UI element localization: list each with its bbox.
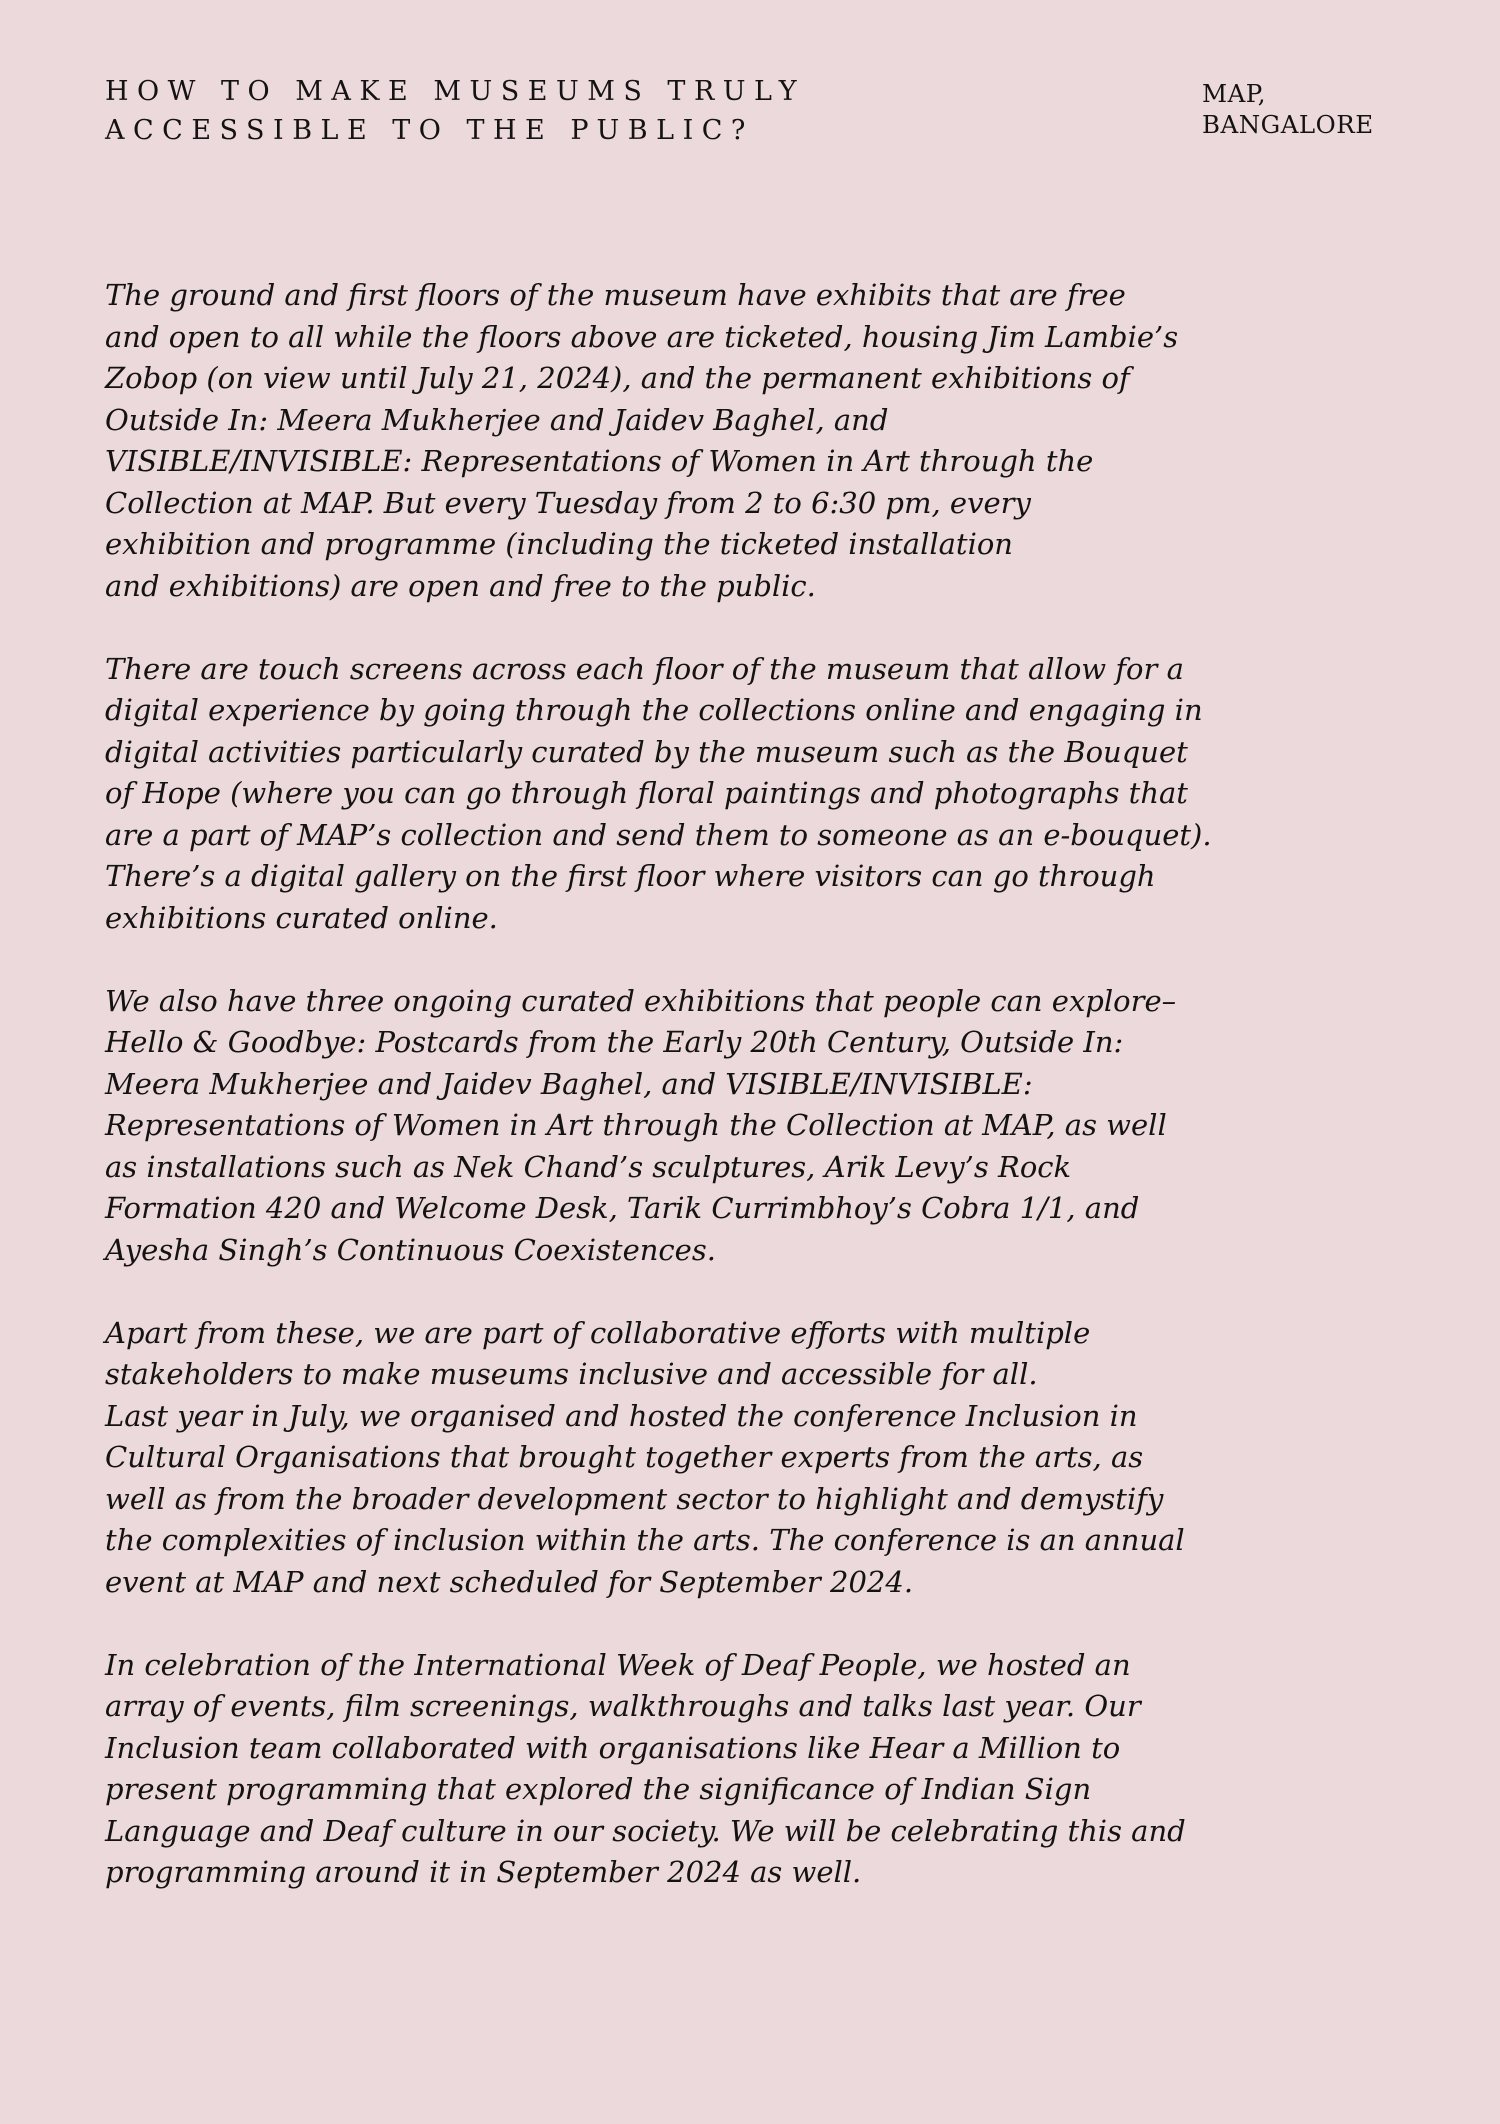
body-paragraph — [105, 649, 1212, 940]
paragraph-line: Representations of Women in Art through the Collection at MAP, as well — [105, 1108, 1167, 1142]
paragraph-line: Cultural Organisations that brought together experts from the arts, as — [105, 1440, 1144, 1474]
paragraph-line: We also have three ongoing curated exhibitions that people can explore– — [105, 983, 1177, 1018]
paragraph-line: and open to all while the floors above are ticketed, housing Jim Lambie’s — [105, 319, 1179, 354]
paragraph-line: Inclusion team collaborated with organisations like Hear a Million to — [105, 1730, 1121, 1765]
paragraph-line: are a part of MAP’s collection and send them to someone as an e-bouquet). — [105, 817, 1212, 852]
paragraph-line: Language and Deaf culture in our society. We will be celebrating this and — [105, 1813, 1186, 1848]
paragraph-line: Meera Mukherjee and Jaidev Baghel, and VISIBLE/INVISIBLE: — [105, 1066, 1033, 1101]
paragraph-line: There are touch screens across each floor of the museum that allow for a — [105, 651, 1184, 686]
paragraph-line: digital experience by going through the collections online and engaging in — [105, 693, 1203, 727]
body-paragraph — [105, 1313, 1185, 1604]
body-paragraph — [105, 1645, 1186, 1894]
publisher-line: BANGALORE — [1202, 110, 1374, 139]
publisher-label — [1202, 78, 1442, 140]
paragraph-line: Ayesha Singh’s Continuous Coexistences. — [105, 1232, 716, 1267]
paragraph-line: In celebration of the International Week of Deaf People, we hosted an — [105, 1647, 1131, 1682]
paragraph-line: exhibitions curated online. — [105, 900, 498, 935]
paragraph-line: Apart from these, we are part of collaborative efforts with multiple — [105, 1315, 1091, 1350]
paragraph-line: The ground and first floors of the museum have exhibits that are free — [105, 278, 1126, 312]
paragraph-line: Outside In: Meera Mukherjee and Jaidev Baghel, and — [105, 402, 889, 437]
paragraph-line: of Hope (where you can go through floral paintings and photographs that — [105, 776, 1188, 810]
paragraph-line: Zobop (on view until July 21, 2024), and the permanent exhibitions of — [105, 361, 1130, 395]
page-title-line: HOW TO MAKE MUSEUMS TRULY — [105, 76, 806, 107]
paragraph-line: present programming that explored the significance of Indian Sign — [105, 1772, 1092, 1806]
paragraph-line: Hello & Goodbye: Postcards from the Early 20th Century, Outside In: — [105, 1025, 1124, 1059]
paragraph-line: as installations such as Nek Chand’s sculptures, Arik Levy’s Rock — [105, 1149, 1072, 1184]
paragraph-line: and exhibitions) are open and free to the public. — [105, 568, 816, 603]
body-paragraph — [105, 981, 1177, 1272]
body-paragraph — [105, 275, 1179, 607]
paragraph-line: Last year in July, we organised and hosted the conference Inclusion in — [105, 1398, 1138, 1433]
publisher-line: MAP, — [1202, 79, 1267, 108]
paragraph-line: There’s a digital gallery on the first floor where visitors can go through — [105, 859, 1156, 893]
page-title-line: ACCESSIBLE TO THE PUBLIC? — [105, 115, 754, 146]
paragraph-line: array of events, film screenings, walkthroughs and talks last year. Our — [105, 1689, 1141, 1723]
article-body — [105, 275, 1212, 1935]
paragraph-line: the complexities of inclusion within the arts. The conference is an annual — [105, 1523, 1185, 1557]
paragraph-line: Formation 420 and Welcome Desk, Tarik Currimbhoy’s Cobra 1/1, and — [105, 1191, 1140, 1225]
paragraph-line: Collection at MAP. But every Tuesday from 2 to 6:30 pm, every — [105, 485, 1031, 520]
paragraph-line: VISIBLE/INVISIBLE: Representations of Women in Art through the — [105, 444, 1094, 478]
paragraph-line: event at MAP and next scheduled for September 2024. — [105, 1564, 914, 1599]
paragraph-line: exhibition and programme (including the ticketed installation — [105, 527, 1013, 561]
paragraph-line: programming around it in September 2024 as well. — [105, 1855, 862, 1889]
paragraph-line: digital activities particularly curated by the museum such as the Bouquet — [105, 734, 1188, 769]
paragraph-line: well as from the broader development sector to highlight and demystify — [105, 1481, 1164, 1516]
paragraph-line: stakeholders to make museums inclusive and accessible for all. — [105, 1357, 1038, 1391]
page-title — [105, 72, 865, 150]
